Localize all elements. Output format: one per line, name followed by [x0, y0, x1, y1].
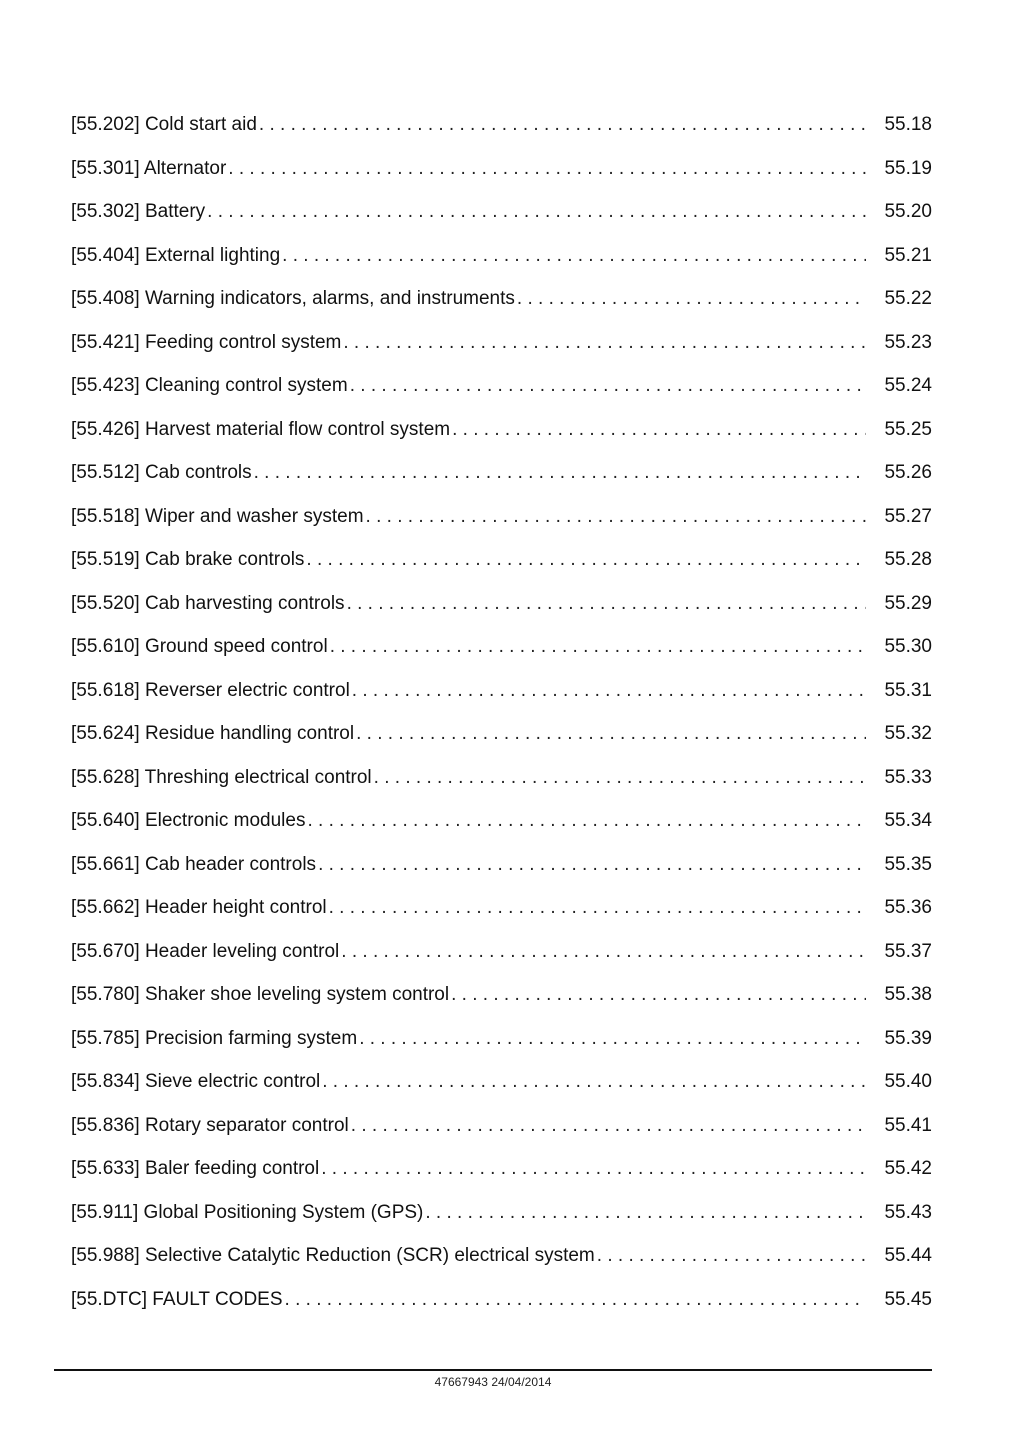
toc-entry-title: [55.836] Rotary separator control	[71, 1114, 349, 1136]
toc-entry[interactable]	[71, 321, 932, 365]
toc-entry-page: 55.24	[884, 375, 932, 396]
toc-entry-title: [55.661] Cab header controls	[71, 853, 317, 875]
toc-entry[interactable]	[71, 451, 932, 495]
toc-entry-page: 55.43	[884, 1201, 932, 1223]
dot-leader	[451, 973, 866, 1017]
toc-entry-page: 55.25	[884, 418, 932, 440]
dot-leader	[306, 538, 866, 582]
toc-entry[interactable]	[71, 756, 932, 800]
dot-leader	[517, 277, 866, 321]
toc-entry-page: 55.34	[884, 810, 932, 831]
dot-leader	[329, 886, 866, 930]
toc-entry-title: [55.408] Warning indicators, alarms, and instruments	[71, 288, 515, 309]
dot-leader	[343, 321, 866, 365]
toc-entry-title: [55.662] Header height control	[71, 897, 327, 918]
dot-leader	[321, 1147, 866, 1191]
toc-entry[interactable]	[71, 408, 932, 452]
toc-entry-title: [55.911] Global Positioning System (GPS)	[71, 1201, 424, 1223]
toc-entry-title: [55.519] Cab brake controls	[71, 549, 305, 570]
toc-entry[interactable]	[71, 1278, 932, 1322]
toc-entry-page: 55.32	[884, 723, 932, 744]
dot-leader	[425, 1191, 866, 1235]
dot-leader	[351, 1104, 866, 1148]
toc-entry-page: 55.28	[884, 549, 932, 570]
toc-entry[interactable]	[71, 364, 932, 408]
dot-leader	[350, 364, 866, 408]
toc-entry-page: 55.42	[884, 1158, 932, 1179]
dot-leader	[285, 1278, 866, 1322]
toc-entry-title: [55.426] Harvest material flow control system	[71, 418, 451, 440]
toc-entry-page: 55.35	[884, 853, 932, 875]
toc-entry-page: 55.21	[884, 244, 932, 266]
toc-entry-page: 55.23	[884, 331, 932, 353]
toc-entry[interactable]	[71, 799, 932, 843]
dot-leader	[366, 495, 866, 539]
toc-entry-title: [55.640] Electronic modules	[71, 810, 306, 831]
toc-entry-title: [55.785] Precision farming system	[71, 1027, 358, 1049]
toc-entry-title: [55.302] Battery	[71, 201, 206, 222]
toc-entry[interactable]	[71, 669, 932, 713]
dot-leader	[352, 669, 866, 713]
toc-entry-page: 55.20	[884, 201, 932, 222]
toc-entry-page: 55.26	[884, 462, 932, 483]
dot-leader	[318, 843, 866, 887]
toc-entry-page: 55.45	[884, 1288, 932, 1310]
table-of-contents	[71, 103, 932, 1321]
toc-entry[interactable]	[71, 1234, 932, 1278]
toc-entry[interactable]	[71, 147, 932, 191]
toc-entry[interactable]	[71, 190, 932, 234]
toc-entry[interactable]	[71, 1060, 932, 1104]
dot-leader	[341, 930, 866, 974]
toc-entry-title: [55.518] Wiper and washer system	[71, 505, 364, 527]
dot-leader	[356, 712, 866, 756]
toc-entry[interactable]	[71, 538, 932, 582]
toc-entry[interactable]	[71, 103, 932, 147]
toc-entry-page: 55.40	[884, 1071, 932, 1092]
dot-leader	[330, 625, 866, 669]
toc-entry[interactable]	[71, 886, 932, 930]
toc-entry[interactable]	[71, 495, 932, 539]
dot-leader	[307, 799, 866, 843]
dot-leader	[228, 147, 866, 191]
toc-entry-page: 55.37	[884, 940, 932, 962]
toc-entry-page: 55.38	[884, 984, 932, 1005]
toc-entry-page: 55.22	[884, 288, 932, 309]
toc-entry-page: 55.19	[884, 157, 932, 179]
toc-entry-page: 55.44	[884, 1245, 932, 1266]
dot-leader	[259, 103, 866, 147]
toc-entry-title: [55.610] Ground speed control	[71, 636, 328, 657]
toc-entry[interactable]	[71, 234, 932, 278]
dot-leader	[254, 451, 866, 495]
toc-entry-page: 55.27	[884, 505, 932, 527]
dot-leader	[597, 1234, 866, 1278]
toc-entry-title: [55.404] External lighting	[71, 244, 281, 266]
toc-entry-page: 55.39	[884, 1027, 932, 1049]
toc-entry-title: [55.633] Baler feeding control	[71, 1158, 320, 1179]
toc-entry-title: [55.202] Cold start aid	[71, 114, 257, 135]
toc-entry[interactable]	[71, 1017, 932, 1061]
toc-entry-page: 55.18	[884, 114, 932, 135]
footer-doc-id-date: 47667943 24/04/2014	[434, 1375, 552, 1389]
toc-entry[interactable]	[71, 1191, 932, 1235]
toc-entry[interactable]	[71, 1104, 932, 1148]
toc-entry-page: 55.36	[884, 897, 932, 918]
toc-entry-title: [55.618] Reverser electric control	[71, 679, 350, 701]
toc-entry-title: [55.780] Shaker shoe leveling system control	[71, 984, 450, 1005]
toc-entry-page: 55.33	[884, 766, 932, 788]
toc-entry-page: 55.30	[884, 636, 932, 657]
toc-entry-title: [55.834] Sieve electric control	[71, 1071, 321, 1092]
toc-entry-page: 55.29	[884, 592, 932, 614]
toc-entry[interactable]	[71, 1147, 932, 1191]
toc-entry[interactable]	[71, 277, 932, 321]
dot-leader	[359, 1017, 866, 1061]
dot-leader	[374, 756, 866, 800]
footer-divider	[54, 1369, 932, 1371]
toc-entry-title: [55.423] Cleaning control system	[71, 375, 348, 396]
toc-entry-title: [55.DTC] FAULT CODES	[71, 1288, 283, 1310]
toc-entry-title: [55.301] Alternator	[71, 157, 227, 179]
dot-leader	[282, 234, 866, 278]
toc-entry-page: 55.41	[884, 1114, 932, 1136]
toc-entry-title: [55.628] Threshing electrical control	[71, 766, 372, 788]
toc-entry[interactable]	[71, 712, 932, 756]
toc-entry-title: [55.988] Selective Catalytic Reduction (SCR) electrical system	[71, 1245, 595, 1266]
toc-entry[interactable]	[71, 843, 932, 887]
toc-entry[interactable]	[71, 582, 932, 626]
dot-leader	[322, 1060, 866, 1104]
toc-entry-page: 55.31	[884, 679, 932, 701]
toc-entry-title: [55.512] Cab controls	[71, 462, 252, 483]
toc-entry-title: [55.421] Feeding control system	[71, 331, 342, 353]
toc-entry-title: [55.624] Residue handling control	[71, 723, 355, 744]
toc-entry-title: [55.670] Header leveling control	[71, 940, 340, 962]
toc-entry[interactable]	[71, 973, 932, 1017]
toc-entry[interactable]	[71, 625, 932, 669]
toc-entry-title: [55.520] Cab harvesting controls	[71, 592, 345, 614]
dot-leader	[207, 190, 866, 234]
dot-leader	[347, 582, 866, 626]
toc-entry[interactable]	[71, 930, 932, 974]
dot-leader	[452, 408, 866, 452]
